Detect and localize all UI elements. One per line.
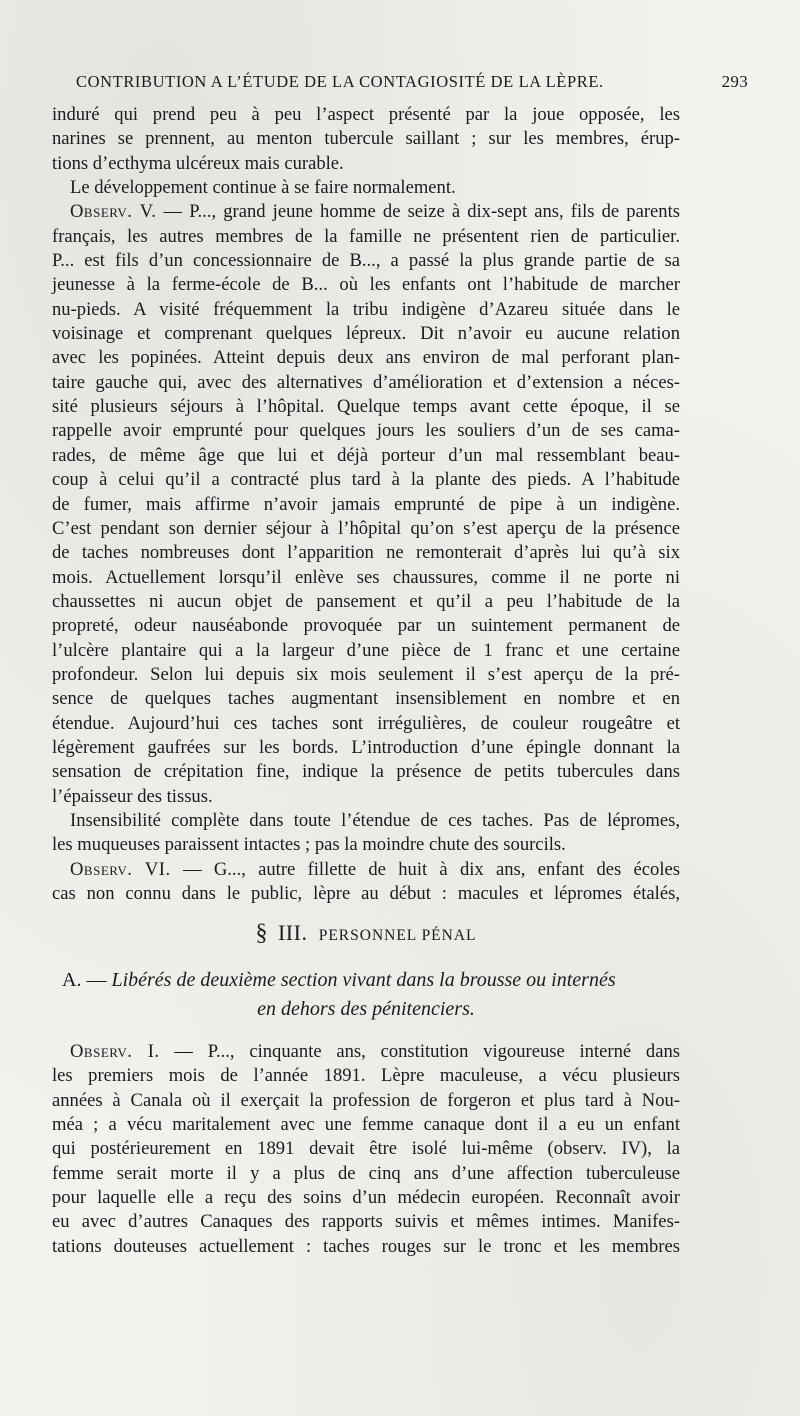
- text-line: tions d’ecthyma ulcéreux mais curable.: [52, 152, 344, 174]
- text-line: profondeur. Selon lui depuis six mois seulement il s’est aperçu de la pré-: [52, 663, 680, 685]
- text-line: nu-pieds. A visité fréquemment la tribu indigène d’Azareu située dans le: [52, 298, 680, 320]
- text-line: jeunesse à la ferme-école de B... où les enfants ont l’habitude de marcher: [52, 274, 680, 296]
- text-line: [52, 858, 680, 882]
- text-line: narines se prennent, au menton tubercule saillant ; sur les membres, érup-: [52, 128, 680, 150]
- subheading-prefix: A. —: [62, 969, 107, 991]
- text-line: légèrement gaufrées sur les bords. L’introduction d’une épingle donnant la: [52, 736, 680, 758]
- text-line-content: — G..., autre fillette de huit à dix ans, enfant des écoles: [182, 858, 680, 880]
- subsection-heading: [52, 966, 680, 1024]
- text-line: de fumer, mais affirme n’avoir jamais emprunté de pipe à un indigène.: [52, 493, 680, 515]
- text-line: les premiers mois de l’année 1891. Lèpre maculeuse, a vécu plusieurs: [52, 1065, 680, 1087]
- observation-label: Observ. V.: [70, 201, 157, 223]
- text-line: cas non connu dans le public, lèpre au début : macules et lépromes étalés,: [52, 883, 680, 904]
- section-heading: [52, 920, 680, 947]
- text-line: propreté, odeur nauséabonde provoquée par un suintement permanent de: [52, 615, 680, 637]
- text-line: tations douteuses actuellement : taches rouges sur le tronc et les membres: [52, 1235, 680, 1257]
- text-line: méa ; a vécu maritalement avec une femme canaque dont il a eu un enfant: [52, 1114, 680, 1136]
- text-line: de taches nombreuses dont l’apparition ne remonterait d’après lui qu’à six: [52, 542, 680, 564]
- text-line: voisinage et comprenant quelques lépreux. Dit n’avoir eu aucune relation: [52, 323, 680, 345]
- section-title: PERSONNEL PÉNAL: [318, 927, 477, 944]
- text-line: années à Canala où il exerçait la profession de forgeron et plus tard à Nou-: [52, 1089, 680, 1111]
- text-line: induré qui prend peu à peu l’aspect présenté par la joue opposée, les: [52, 104, 680, 125]
- text-line: sensation de crépitation fine, indique la présence de petits tubercules dans: [52, 761, 680, 783]
- text-line: rappelle avoir emprunté pour quelques jours les souliers d’un de ses cama-: [52, 420, 680, 442]
- body-text-block: [52, 103, 680, 906]
- text-line: [52, 1040, 680, 1064]
- running-title: CONTRIBUTION A L’ÉTUDE DE LA CONTAGIOSITÉ DE LA LÈPRE.: [76, 72, 604, 91]
- running-head: [58, 72, 748, 96]
- text-line: Le développement continue à se faire normalement.: [70, 177, 456, 199]
- text-line: taire gauche qui, avec des alternatives d’amélioration et d’extension a néces-: [52, 371, 680, 393]
- text-line: rades, de même âge que lui et déjà porteur d’un mal ressemblant beau-: [52, 444, 680, 466]
- text-line: Insensibilité complète dans toute l’étendue de ces taches. Pas de lépromes,: [70, 809, 680, 831]
- text-line-content: — P..., grand jeune homme de seize à dix-sept ans, fils de parents: [163, 201, 680, 223]
- text-line: avec les popinées. Atteint depuis deux ans environ de mal perforant plan-: [52, 347, 680, 369]
- text-line: chaussettes ni aucun objet de pansement et qu’il a peu l’habitude de la: [52, 590, 680, 612]
- text-line: coup à celui qu’il a contracté plus tard à la plante des pieds. A l’habitude: [52, 469, 680, 491]
- text-line: français, les autres membres de la famille ne présentent rien de particulier.: [52, 225, 680, 247]
- text-line: l’épaisseur des tissus.: [52, 785, 213, 807]
- text-line: l’ulcère plantaire qui a la largeur d’une pièce de 1 franc et une certaine: [52, 639, 680, 661]
- text-line-content: — P..., cinquante ans, constitution vigoureuse interné dans: [174, 1041, 680, 1062]
- text-line: P... est fils d’un concessionnaire de B..., a passé la plus grande partie de sa: [52, 250, 680, 272]
- text-line: C’est pendant son dernier séjour à l’hôpital qu’on s’est aperçu de la présence: [52, 517, 680, 539]
- text-line: [52, 200, 680, 224]
- text-line: les muqueuses paraissent intactes ; pas la moindre chute des sourcils.: [52, 834, 566, 856]
- text-line: sité plusieurs séjours à l’hôpital. Quelque temps avant cette époque, il se: [52, 396, 680, 418]
- page-number: 293: [721, 72, 748, 91]
- section-number: III.: [277, 920, 308, 945]
- subheading-line-1: Libérés de deuxième section vivant dans la brousse ou internés: [111, 969, 616, 991]
- subheading-line: [52, 995, 680, 1024]
- text-line: qui postérieurement en 1891 devait être isolé lui-même (observ. IV), la: [52, 1138, 680, 1160]
- body-text-block: [52, 1040, 680, 1259]
- observation-label: Observ. I.: [70, 1041, 160, 1062]
- text-line: sence de quelques taches augmentant insensiblement en nombre et en: [52, 688, 680, 710]
- subheading-line-2: en dehors des pénitenciers.: [257, 998, 475, 1020]
- section-symbol: §: [255, 920, 268, 946]
- text-line: femme serait morte il y a plus de cinq ans d’une affection tuberculeuse: [52, 1162, 680, 1184]
- observation-label: Observ. VI.: [70, 858, 171, 880]
- text-line: mois. Actuellement lorsqu’il enlève ses chaussures, comme il ne porte ni: [52, 566, 680, 588]
- subheading-line: [52, 966, 680, 995]
- text-line: étendue. Aujourd’hui ces taches sont irrégulières, de couleur rougeâtre et: [52, 712, 680, 734]
- text-line: eu avec d’autres Canaques des rapports suivis et mêmes intimes. Manifes-: [52, 1211, 680, 1233]
- text-line: pour laquelle elle a reçu des soins d’un médecin européen. Reconnaît avoir: [52, 1187, 680, 1209]
